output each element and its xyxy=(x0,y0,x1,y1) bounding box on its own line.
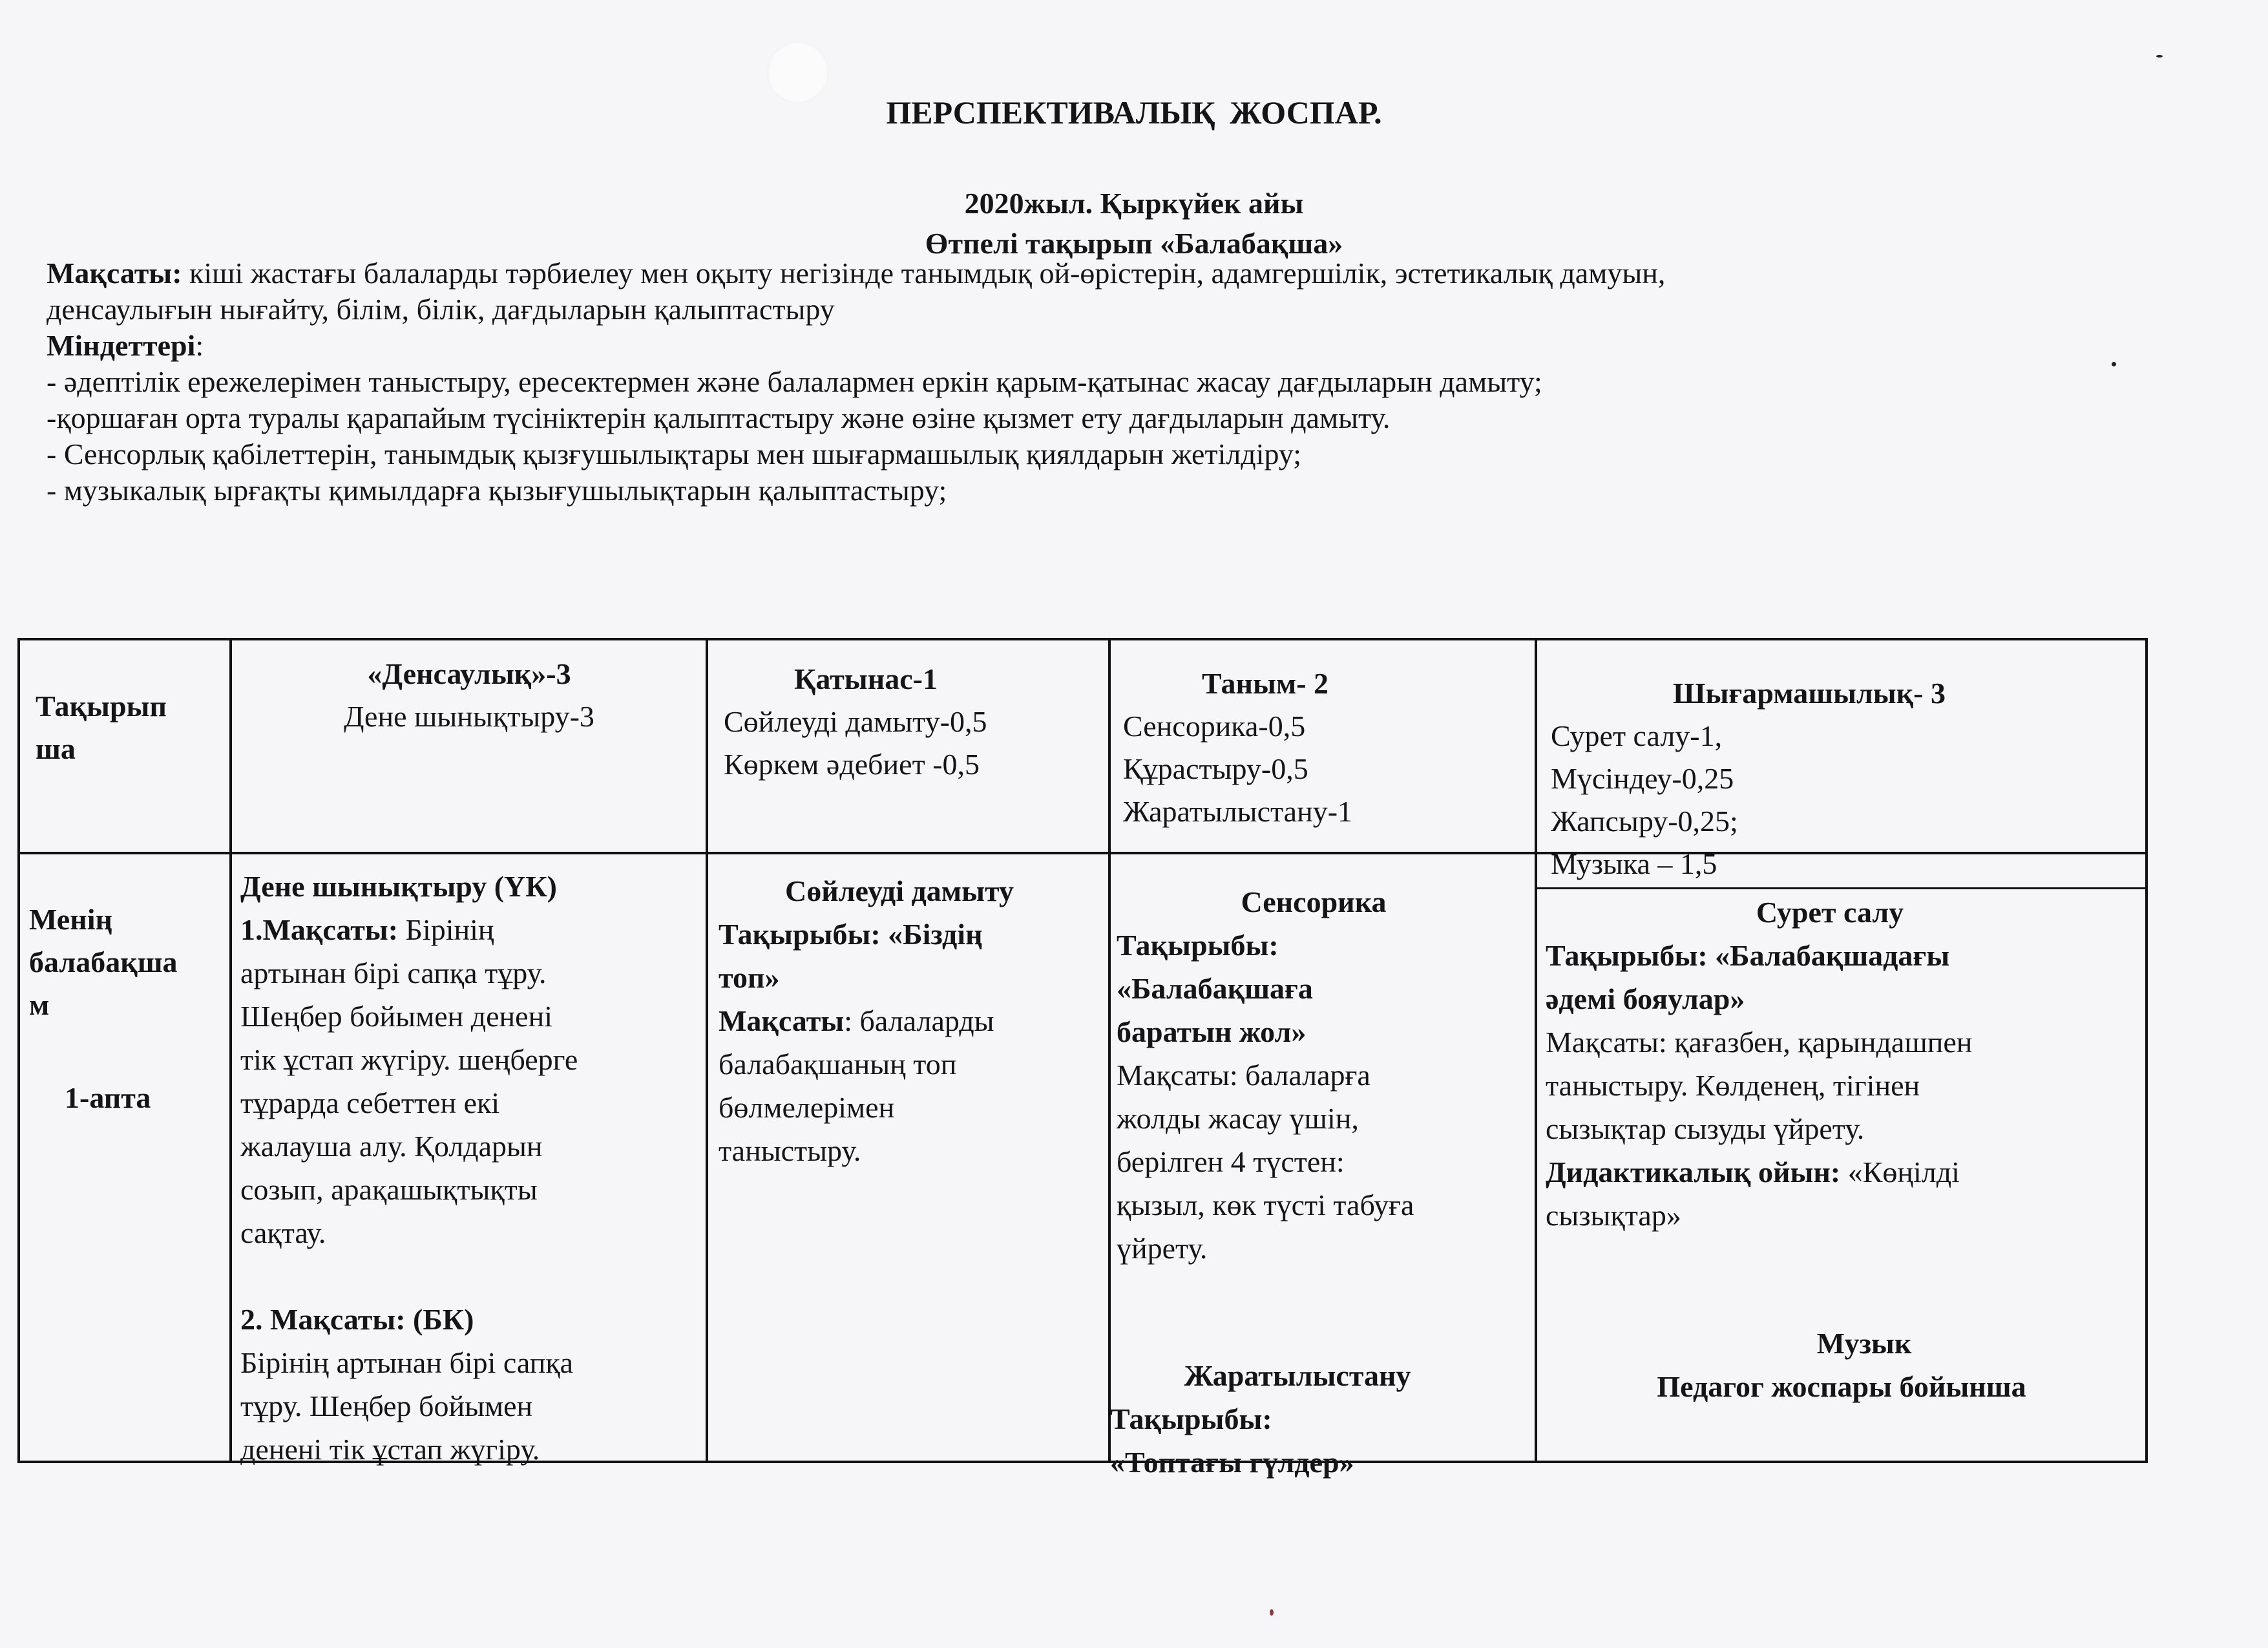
pe-goal1-line: жалауша алу. Қолдарын xyxy=(240,1130,543,1163)
creat-header-cell xyxy=(1551,672,2145,885)
task-item: -қоршаған орта туралы қарапайым түсініктерін қалыптастыру және өзіне қызмет ету дағдыларын дамыту. xyxy=(47,401,1391,434)
art-game-text: «Көңілді xyxy=(1840,1156,1960,1188)
art-goal-line: Мақсаты: қағазбен, қарындашпен xyxy=(1546,1026,1973,1059)
cog-line: Сенсорика-0,5 xyxy=(1123,710,1306,743)
cog-line: Құрастыру-0,5 xyxy=(1123,752,1308,785)
sensor-topic-line: баратын жол» xyxy=(1117,1015,1307,1048)
table-row-divider-right xyxy=(1535,887,2148,889)
speech-title: Сөйлеуді дамыту xyxy=(785,874,1014,907)
comm-header-cell xyxy=(724,658,1108,786)
sensor-topic-line: «Балабақшаға xyxy=(1117,972,1313,1005)
scan-speck xyxy=(1270,1609,1274,1616)
goal-text-1: кіші жастағы балаларды тәрбиелеу мен оқыту негізінде танымдық ой-өрістерін, адамгершілік, эстетикалық дамуын, xyxy=(182,257,1666,290)
theme-header-line: ша xyxy=(36,732,76,765)
art-game-first-line xyxy=(1546,1150,2143,1194)
table-column-divider xyxy=(229,638,232,1463)
art-topic-line: Тақырыбы: «Балабақшадағы xyxy=(1546,939,1950,972)
sensor-title: Сенсорика xyxy=(1241,885,1387,918)
speech-goal-first-line xyxy=(719,999,1106,1042)
sensor-cell xyxy=(1117,880,1533,1270)
row-theme-cell xyxy=(29,898,178,1026)
table-column-divider xyxy=(1108,638,1111,1463)
week-label: 1-апта xyxy=(65,1081,151,1114)
comm-line: Сөйлеуді дамыту-0,5 xyxy=(724,705,987,738)
art-goal-line: сызықтар сызуды үйрету. xyxy=(1546,1112,1865,1145)
theme-line: Өтпелі тақырып «Балабақша» xyxy=(925,227,1343,260)
pe-goal1-line: созып, арақашықтықты xyxy=(240,1173,538,1206)
art-cell xyxy=(1546,891,2143,1237)
creat-line: Сурет салу-1, xyxy=(1551,719,1723,752)
pe-goal1-line: Бірінің xyxy=(398,913,494,946)
creat-line: Музыка – 1,5 xyxy=(1551,847,1717,880)
health-title: «Денсаулық»-3 xyxy=(367,657,571,690)
goal-line-2: денсаулығын нығайту, білім, білік, дағдыларын қалыптастыру xyxy=(47,293,835,326)
music-title: Музык xyxy=(1816,1327,1912,1360)
cog-line: Жаратылыстану-1 xyxy=(1123,795,1353,828)
pe-cell xyxy=(240,865,706,1471)
art-game-label: Дидактикалық ойын: xyxy=(1546,1156,1841,1188)
table-column-divider xyxy=(1535,638,1537,1463)
pe-goal1-line: Шеңбер бойымен денені xyxy=(240,1000,552,1033)
task-item: - әдептілік ережелерімен таныстыру, ересектермен және балалармен еркін қарым-қатынас жасау дағдыларын дамыту; xyxy=(47,365,1542,398)
pe-goal1-line: тік ұстап жүгіру. шеңберге xyxy=(240,1043,578,1076)
nature-block xyxy=(1110,1354,1533,1484)
pe-goal2-label: 2. Мақсаты: (БК) xyxy=(240,1303,474,1336)
spacer xyxy=(240,1254,706,1298)
tasks-label: Міндеттері xyxy=(47,329,196,362)
table-right-border xyxy=(2145,638,2148,1463)
table-column-divider xyxy=(706,638,708,1463)
creat-line: Жапсыру-0,25; xyxy=(1551,805,1738,838)
sensor-goal-line: қызыл, көк түсті табуға xyxy=(1117,1188,1414,1221)
task-item: - Сенсорлық қабілеттерін, танымдық қызғушылықтары мен шығармашылық қиялдарын жетілдіру; xyxy=(47,438,1302,470)
comm-title: Қатынас-1 xyxy=(794,662,938,695)
health-header-cell xyxy=(233,653,706,738)
tasks-heading xyxy=(47,328,2205,364)
speech-goal-text: : балаларды xyxy=(844,1004,994,1037)
goal-line-1 xyxy=(47,255,2205,291)
pe-goal1-line: тұрарда себеттен екі xyxy=(240,1086,500,1119)
music-block xyxy=(1538,1322,2145,1408)
pe-goal2-line: Бірінің артынан бірі сапқа xyxy=(240,1346,574,1379)
speech-goal-line: балабақшаның топ xyxy=(719,1048,957,1081)
speech-goal-line: бөлмелерімен xyxy=(719,1091,895,1124)
speech-goal-label: Мақсаты xyxy=(719,1004,845,1037)
speech-goal-line: таныстыру. xyxy=(719,1134,861,1167)
pe-goal2-line: тұру. Шеңбер бойымен xyxy=(240,1389,533,1422)
sensor-goal-line: берілген 4 түстен: xyxy=(1117,1145,1345,1178)
art-goal-line: таныстыру. Көлденең, тігінен xyxy=(1546,1069,1920,1102)
health-subtitle: Дене шынықтыру-3 xyxy=(344,700,594,733)
row-theme-line: м xyxy=(29,988,50,1021)
sensor-goal-line: үйрету. xyxy=(1117,1232,1208,1265)
creat-line: Мүсіндеу-0,25 xyxy=(1551,762,1734,795)
art-title: Сурет салу xyxy=(1756,896,1904,929)
goal-label: Мақсаты: xyxy=(47,257,182,290)
pe-goal2-line: денені тік ұстап жүгіру. xyxy=(240,1433,540,1466)
row-theme-line: балабақша xyxy=(29,945,178,978)
intro-section xyxy=(47,255,2205,509)
theme-header-line: Тақырып xyxy=(36,690,167,723)
page-title: ПЕРСПЕКТИВАЛЫҚ ЖОСПАР. xyxy=(886,94,1382,131)
cog-header-cell xyxy=(1123,662,1535,833)
speech-topic-line: топ» xyxy=(719,961,780,994)
sensor-topic-line: Тақырыбы: xyxy=(1117,929,1279,962)
table-top-border xyxy=(17,638,2148,640)
sensor-goal-line: Мақсаты: балаларға xyxy=(1117,1059,1370,1092)
date-line: 2020жыл. Қыркүйек айы xyxy=(964,187,1304,220)
creat-title: Шығармашылық- 3 xyxy=(1672,677,1946,710)
pe-goal1-line: сақтау. xyxy=(240,1216,326,1249)
table-left-border xyxy=(17,638,20,1463)
comm-line: Көркем әдебиет -0,5 xyxy=(724,748,980,781)
sensor-goal-line: жолды жасау үшін, xyxy=(1117,1102,1359,1135)
scan-speck xyxy=(2156,55,2163,58)
speech-topic-line: Тақырыбы: «Біздің xyxy=(719,918,983,951)
pe-goal1-label: 1.Мақсаты: xyxy=(240,913,399,946)
art-game-line: сызықтар» xyxy=(1546,1199,1681,1232)
cog-title: Таным- 2 xyxy=(1201,667,1329,700)
task-item: - музыкалық ырғақты қимылдарға қызығушылықтарын қалыптастыру; xyxy=(47,474,947,507)
tasks-colon: : xyxy=(195,329,204,362)
theme-header-cell xyxy=(36,685,167,770)
music-subtitle: Педагог жоспары бойынша xyxy=(1657,1370,2026,1403)
pe-goal1-first-line xyxy=(240,908,706,951)
nature-topic-line: «Топтағы гүлдер» xyxy=(1110,1446,1354,1479)
nature-topic-line: Тақырыбы: xyxy=(1110,1402,1272,1435)
pe-title: Дене шынықтыру (ҮК) xyxy=(240,870,557,903)
pe-goal1-line: артынан бірі сапқа тұру. xyxy=(240,956,547,989)
nature-title: Жаратылыстану xyxy=(1184,1359,1411,1392)
speech-cell xyxy=(719,869,1106,1172)
scan-speck xyxy=(2112,362,2116,366)
art-topic-line: әдемі бояулар» xyxy=(1546,982,1745,1015)
row-theme-line: Менің xyxy=(29,903,113,936)
